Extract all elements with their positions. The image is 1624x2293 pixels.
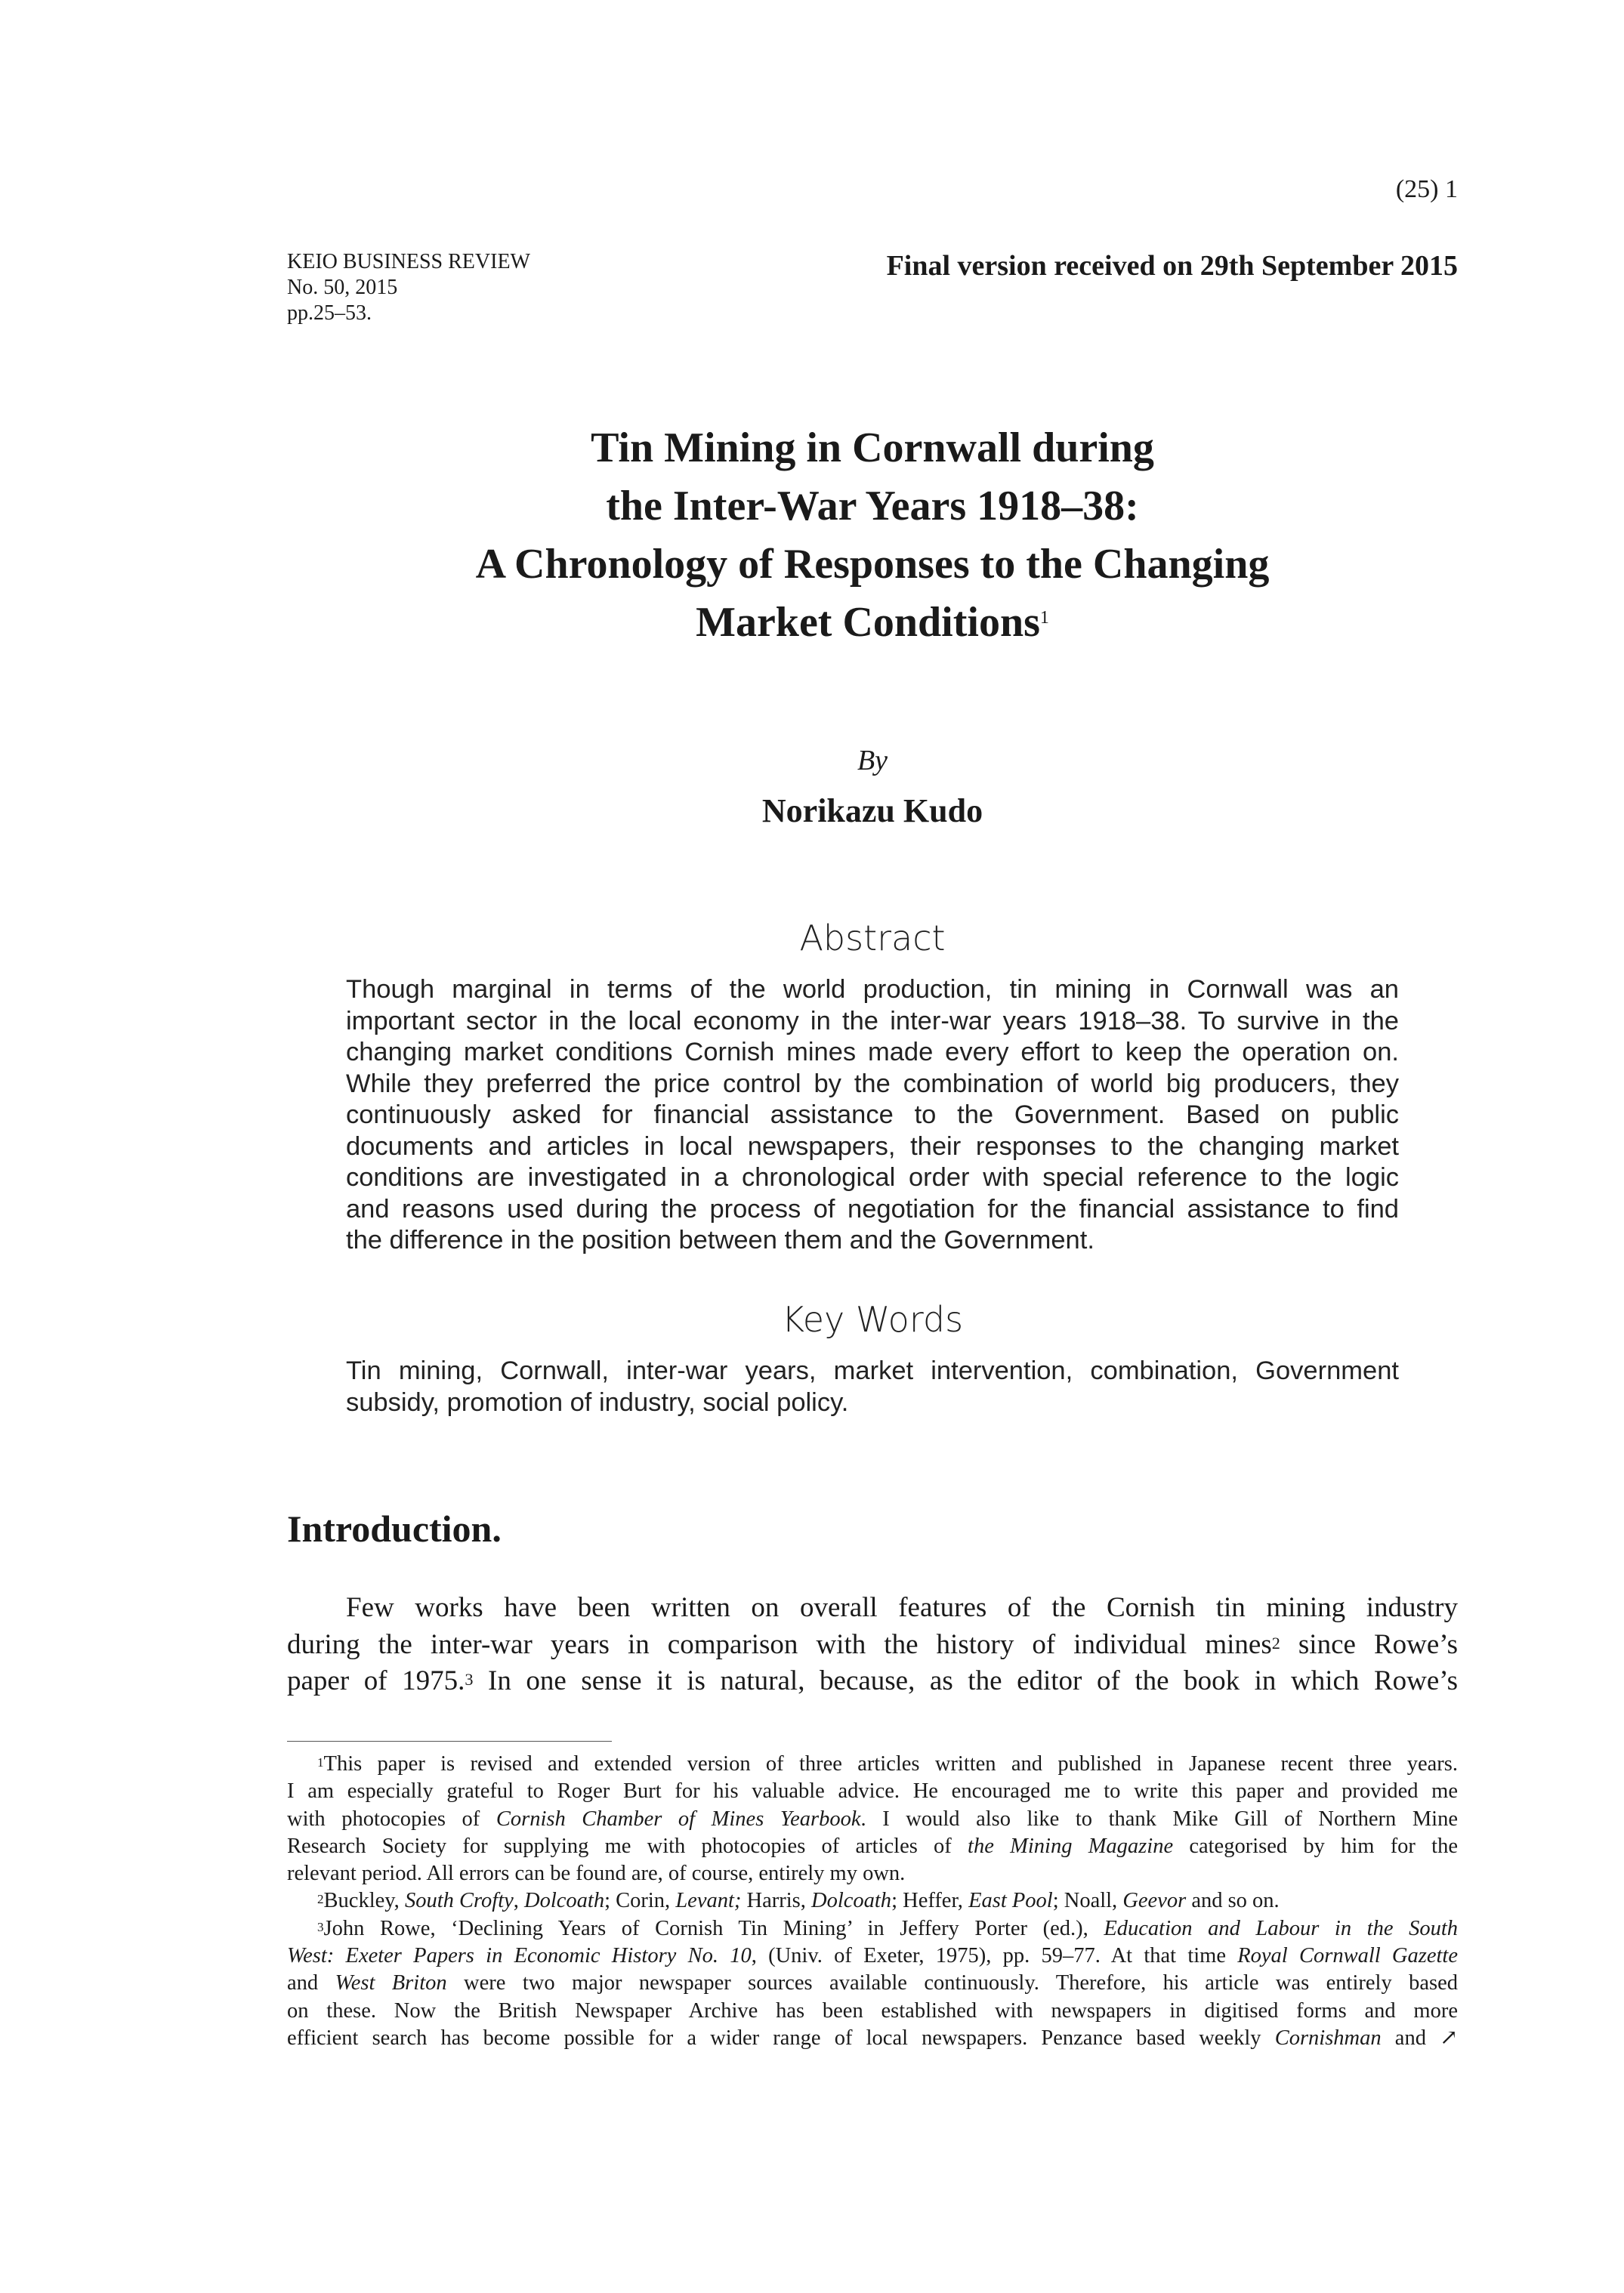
- paper-title: [0, 419, 1624, 652]
- italic-text: Cornishman: [1274, 2026, 1382, 2050]
- journal-pages: pp.25–53.: [287, 301, 372, 325]
- title-line: the Inter-War Years 1918–38:: [606, 483, 1139, 529]
- italic-text: West Briton: [335, 1971, 447, 1995]
- text-segment: during the inter-war years in comparison with the history of individual mines: [287, 1628, 1272, 1660]
- italic-text: Levant;: [675, 1889, 742, 1913]
- text-line: [287, 1806, 1458, 1833]
- italic-text: Royal Cornwall Gazette: [1237, 1944, 1458, 1968]
- text-line: continuously asked for financial assistance to the Government. Based on public: [346, 1100, 1399, 1129]
- footnote-mark: 1: [1039, 608, 1049, 628]
- text-segment: John Rowe, ‘Declining Years of Cornish Tin Mining’ in Jeffery Porter (ed.),: [323, 1916, 1104, 1940]
- text-segment: In one sense it is natural, because, as the editor of the book in which Rowe’s: [473, 1665, 1458, 1696]
- text-segment: This paper is revised and extended version of three articles written and published in Japanese recent three years.: [323, 1752, 1458, 1776]
- text-line: [287, 1751, 1458, 1778]
- text-segment: and: [287, 1971, 335, 1995]
- footnote-ref: 2: [317, 1892, 324, 1907]
- text-segment: Buckley,: [323, 1889, 405, 1913]
- keywords-text: [346, 1356, 1399, 1418]
- footnote-ref: 3: [465, 1670, 474, 1689]
- introduction-body: [287, 1590, 1458, 1700]
- footnote-divider: [287, 1741, 612, 1742]
- text-line: [287, 1778, 1458, 1805]
- text-line: documents and articles in local newspapers, their responses to the changing market: [346, 1131, 1399, 1161]
- received-date: Final version received on 29th September 2015: [886, 250, 1458, 282]
- text-line: [287, 1970, 1458, 1997]
- page-number: (25) 1: [1395, 175, 1458, 203]
- text-segment: were two major newspaper sources available continuously. Therefore, his article was entirely based: [446, 1971, 1458, 1995]
- text-segment: and so on.: [1186, 1889, 1280, 1913]
- text-line: and reasons used during the process of negotiation for the financial assistance to find: [346, 1194, 1399, 1224]
- italic-text: West: Exeter Papers in Economic History No. 10: [287, 1944, 752, 1968]
- text-segment: Few works have been written on overall features of the Cornish tin mining industry: [346, 1592, 1458, 1623]
- text-line: While they preferred the price control by the combination of world big producers, they: [346, 1069, 1399, 1098]
- text-line: [287, 1833, 1458, 1860]
- title-line: [0, 594, 1624, 652]
- text-line: Though marginal in terms of the world production, tin mining in Cornwall was an: [346, 975, 1399, 1004]
- text-segment: ; Noall,: [1052, 1889, 1123, 1913]
- italic-text: Cornish Chamber of Mines Yearbook: [496, 1807, 861, 1831]
- text-line: changing market conditions Cornish mines made every effort to keep the operation on.: [346, 1038, 1399, 1066]
- journal-name: KEIO BUSINESS REVIEW: [287, 250, 530, 273]
- text-segment: , (Univ. of Exeter, 1975), pp. 59–77. At that time: [751, 1944, 1238, 1968]
- text-line: subsidy, promotion of industry, social policy.: [346, 1387, 849, 1417]
- text-segment: ; Corin,: [604, 1889, 676, 1913]
- title-line: A Chronology of Responses to the Changing: [475, 541, 1270, 588]
- text-segment: ,: [513, 1889, 525, 1913]
- text-segment: relevant period. All errors can be found are, of course, entirely my own.: [287, 1862, 906, 1886]
- italic-text: the Mining Magazine: [968, 1834, 1174, 1858]
- footnote-ref: 3: [317, 1919, 324, 1934]
- journal-info: [287, 249, 530, 326]
- text-line: important sector in the local economy in the inter-war years 1918–38. To survive in the: [346, 1006, 1399, 1035]
- text-line: [287, 1590, 1458, 1627]
- italic-text: Geevor: [1122, 1889, 1187, 1913]
- italic-text: South Crofty: [404, 1889, 514, 1913]
- text-segment: ; Heffer,: [891, 1889, 969, 1913]
- text-line: Tin mining, Cornwall, inter-war years, market intervention, combination, Government: [346, 1356, 1399, 1385]
- text-line: [287, 1860, 1458, 1887]
- text-segment: . I would also like to thank Mike Gill of Northern Mine: [860, 1807, 1458, 1831]
- journal-issue: No. 50, 2015: [287, 276, 398, 299]
- text-line: the difference in the position between them and the Government.: [346, 1226, 1095, 1255]
- title-line-text: Market Conditions: [696, 599, 1040, 646]
- italic-text: Dolcoath: [810, 1889, 892, 1913]
- text-segment: since Rowe’s: [1280, 1628, 1458, 1660]
- italic-text: East Pool: [968, 1889, 1053, 1913]
- text-segment: paper of 1975.: [287, 1665, 465, 1696]
- keywords-heading: Key Words: [781, 1299, 964, 1340]
- text-line: conditions are investigated in a chronological order with special reference to the logic: [346, 1163, 1399, 1192]
- footnote-ref: 2: [1271, 1633, 1280, 1653]
- text-line: [287, 1663, 1458, 1700]
- text-line: [287, 1998, 1458, 2025]
- text-line: [287, 1943, 1458, 1970]
- text-segment: with photocopies of: [287, 1807, 496, 1831]
- author-name: Norikazu Kudo: [761, 792, 983, 829]
- text-segment: Research Society for supplying me with photocopies of articles of: [287, 1834, 968, 1858]
- italic-text: Dolcoath: [524, 1889, 605, 1913]
- italic-text: Education and Labour in the South: [1104, 1916, 1458, 1940]
- text-line: [287, 2025, 1458, 2052]
- abstract-text: [346, 974, 1399, 1257]
- text-line: [287, 1915, 1458, 1943]
- abstract-heading: Abstract: [799, 918, 946, 958]
- text-segment: on these. Now the British Newspaper Archive has been established with newspapers in digitised forms and more: [287, 1998, 1458, 2023]
- title-line: Tin Mining in Cornwall during: [591, 424, 1154, 471]
- footnote-ref: 1: [317, 1755, 324, 1770]
- text-segment: and ↗: [1381, 2026, 1458, 2050]
- text-segment: I am especially grateful to Roger Burt for his valuable advice. He encouraged me to write this paper and provided me: [287, 1779, 1458, 1804]
- text-segment: Harris,: [741, 1889, 811, 1913]
- text-line: [287, 1627, 1458, 1664]
- text-line: [287, 1887, 1458, 1915]
- byline-by: By: [857, 745, 888, 776]
- text-segment: categorised by him for the: [1173, 1834, 1458, 1858]
- introduction-heading: Introduction.: [287, 1508, 502, 1550]
- footnotes: [287, 1751, 1458, 2052]
- text-segment: efficient search has become possible for a wider range of local newspapers. Penzance based weekly: [287, 2026, 1275, 2050]
